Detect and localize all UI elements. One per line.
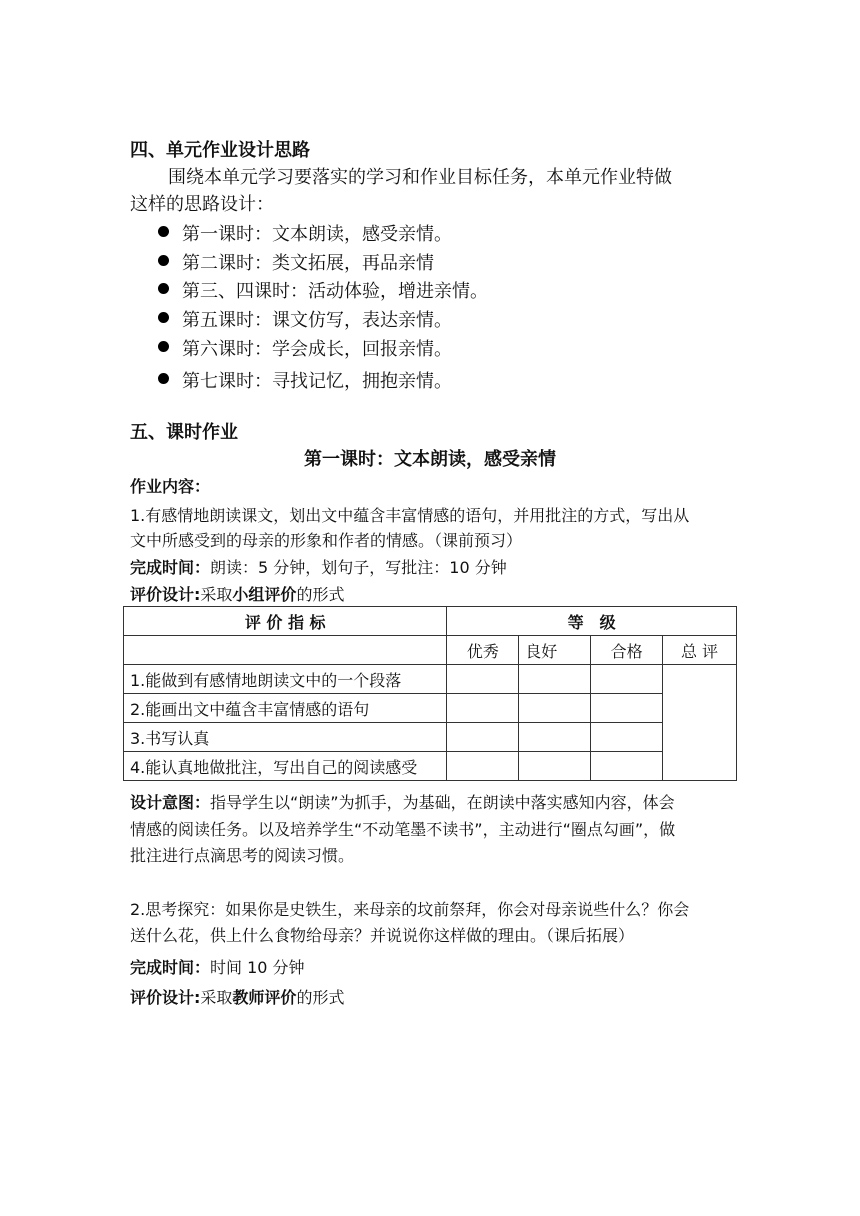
eval1-pre: 采取 [200, 585, 233, 604]
bullet-dot-icon [158, 283, 169, 294]
task2-line1: 2.思考探究：如果你是史铁生，来母亲的坟前祭拜，你会对母亲说些什么？你会 [130, 900, 690, 919]
score-cell [591, 723, 663, 752]
time1-line [130, 555, 507, 578]
time2-value: 时间 10 分钟 [210, 958, 305, 977]
header-grade: 等 级 [447, 607, 737, 636]
task2-line2: 送什么花，供上什么食物给母亲？并说说你这样做的理由。（课后拓展） [130, 926, 635, 945]
eval1-label: 评价设计: [130, 585, 201, 604]
bullet-text: 第三、四课时：活动体验，增进亲情。 [182, 281, 488, 302]
evaluation-table [123, 606, 737, 781]
bullet-dot-icon [158, 255, 169, 266]
blank-cell [124, 636, 447, 665]
bullet-text: 第六课时：学会成长，回报亲情。 [182, 339, 452, 360]
time1-value: 朗读：5 分钟，划句子，写批注：10 分钟 [210, 558, 507, 577]
score-cell [591, 665, 663, 694]
grade-good: 良好 [519, 636, 591, 665]
table-row [124, 752, 737, 781]
eval2-pre: 采取 [200, 988, 233, 1007]
score-cell [591, 694, 663, 723]
header-indicator: 评 价 指 标 [124, 607, 447, 636]
score-cell [447, 665, 519, 694]
section4-heading: 四、单元作业设计思路 [130, 140, 310, 161]
task1-line1: 1.有感情地朗读课文，划出文中蕴含丰富情感的语句，并用批注的方式，写出从 [130, 506, 690, 525]
score-cell [447, 694, 519, 723]
task1-line2: 文中所感受到的母亲的形象和作者的情感。（课前预习） [130, 531, 523, 550]
bullet-text: 第七课时：寻找记忆，拥抱亲情。 [182, 371, 452, 392]
eval2-post: 的形式 [296, 988, 345, 1007]
indicator-cell: 3.书写认真 [124, 723, 447, 752]
indicator-cell: 1.能做到有感情地朗读文中的一个段落 [124, 665, 447, 694]
eval2-bold: 教师评价 [232, 988, 297, 1007]
eval2-label: 评价设计: [130, 988, 201, 1007]
bullet-text: 第一课时：文本朗读，感受亲情。 [182, 224, 452, 245]
lesson-title: 第一课时：文本朗读，感受亲情 [304, 449, 556, 470]
score-cell [447, 752, 519, 781]
eval1-bold: 小组评价 [232, 585, 297, 604]
table-header-row [124, 607, 737, 636]
grade-excellent: 优秀 [447, 636, 519, 665]
bullet-dot-icon [158, 373, 169, 384]
eval2-line [130, 985, 344, 1008]
section5-heading: 五、课时作业 [130, 422, 238, 443]
time1-label: 完成时间： [130, 558, 211, 577]
eval1-post: 的形式 [296, 585, 345, 604]
score-cell [519, 694, 591, 723]
time2-line [130, 955, 305, 978]
intent-line3: 批注进行点滴思考的阅读习惯。 [130, 846, 355, 865]
indicator-cell: 2.能画出文中蕴含丰富情感的语句 [124, 694, 447, 723]
overall-cell [663, 665, 737, 781]
bullet-text: 第五课时：课文仿写，表达亲情。 [182, 310, 452, 331]
indicator-cell: 4.能认真地做批注，写出自己的阅读感受 [124, 752, 447, 781]
table-row [124, 665, 737, 694]
score-cell [519, 665, 591, 694]
table-grade-row [124, 636, 737, 665]
bullet-dot-icon [158, 341, 169, 352]
section4-intro-line1: 围绕本单元学习要落实的学习和作业目标任务，本单元作业特做 [168, 167, 672, 188]
intent-line2: 情感的阅读任务。以及培养学生“不动笔墨不读书”，主动进行“圈点勾画”，做 [130, 820, 676, 839]
score-cell [519, 752, 591, 781]
bullet-text: 第二课时：类文拓展，再品亲情 [182, 253, 434, 274]
table-row [124, 723, 737, 752]
time2-label: 完成时间： [130, 958, 211, 977]
score-cell [519, 723, 591, 752]
score-cell [447, 723, 519, 752]
eval1-line [130, 582, 344, 605]
intent-text1: 指导学生以“朗读”为抓手，为基础，在朗读中落实感知内容，体会 [210, 793, 675, 812]
content-label: 作业内容： [130, 477, 211, 496]
bullet-dot-icon [158, 226, 169, 237]
bullet-dot-icon [158, 312, 169, 323]
intent-label: 设计意图： [130, 793, 211, 812]
intent-line1 [130, 790, 675, 813]
score-cell [591, 752, 663, 781]
grade-overall: 总 评 [663, 636, 737, 665]
grade-pass: 合格 [591, 636, 663, 665]
section4-intro-line2: 这样的思路设计： [130, 194, 274, 215]
table-row [124, 694, 737, 723]
